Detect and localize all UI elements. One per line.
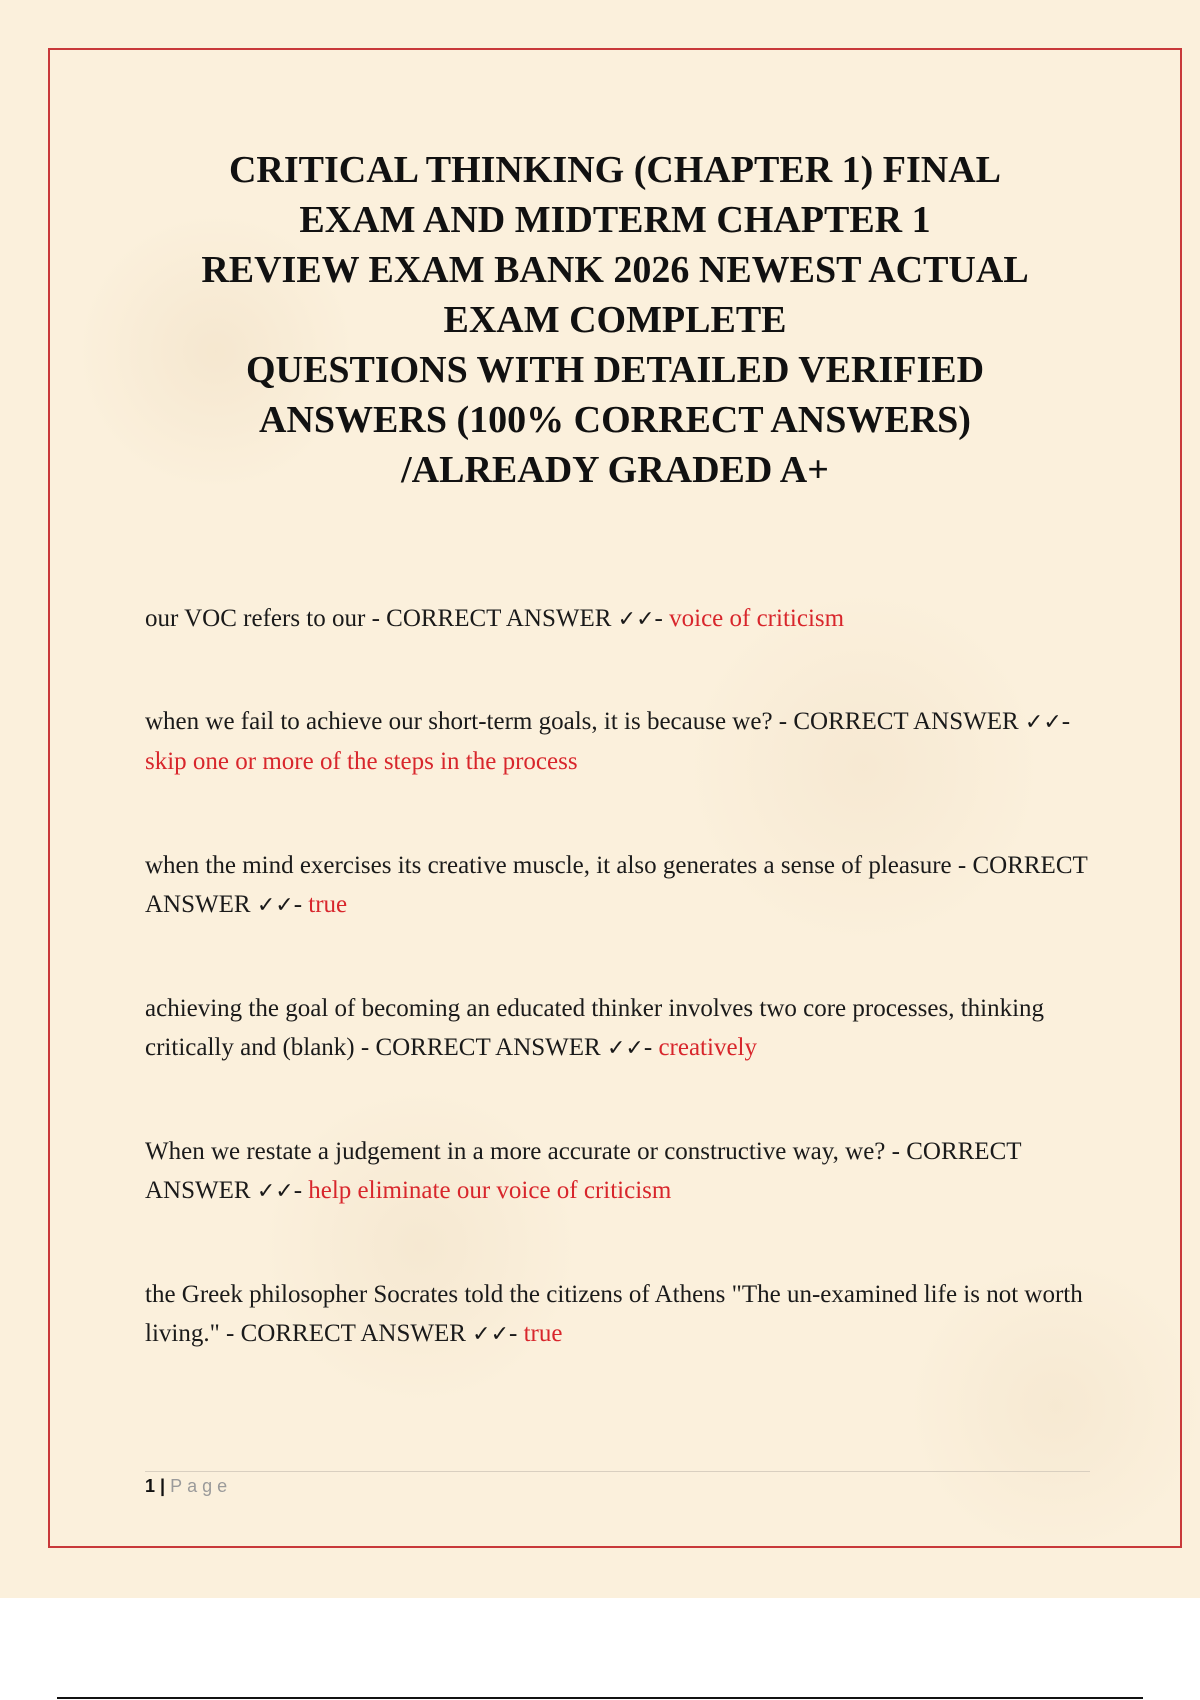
page-footer [145,1475,232,1497]
answer-text: voice of criticism [669,605,845,632]
double-check-icon: ✓✓ [606,1036,644,1061]
question-text: when the mind exercises its creative muscle, it also generates a sense of pleasure - CORRECT ANSWER [145,852,1088,918]
question-text: our VOC refers to our - CORRECT ANSWER [145,605,618,632]
qa-item [145,1132,1090,1211]
page-label: Page [170,1476,233,1496]
answer-separator: - [643,1034,659,1061]
double-check-icon: ✓✓ [256,893,294,918]
footer-divider [145,1471,1090,1472]
title-line: QUESTIONS WITH DETAILED VERIFIED [245,349,985,391]
answer-text: skip one or more of the steps in the process [145,748,578,775]
page-number: 1 [145,1476,156,1496]
answer-separator: - [293,891,309,918]
question-text: the Greek philosopher Socrates told the citizens of Athens "The un-examined life is not worth living." - CORRECT ANSWER [145,1281,1083,1347]
double-check-icon: ✓✓ [256,1179,294,1204]
double-check-icon: ✓✓ [617,607,655,632]
title-line: /ALREADY GRADED A+ [401,449,829,491]
qa-item [145,599,1090,639]
double-check-icon: ✓✓ [1024,710,1062,735]
title-line: REVIEW EXAM BANK 2026 NEWEST ACTUAL [201,249,1029,291]
answer-text: creatively [658,1034,757,1061]
title-line: EXAM COMPLETE [443,299,787,341]
question-text: when we fail to achieve our short-term goals, it is because we? - CORRECT ANSWER [145,708,1025,735]
answer-separator: - [1061,708,1071,735]
qa-item [145,846,1090,925]
answer-text: true [523,1320,563,1347]
double-check-icon: ✓✓ [472,1322,510,1347]
question-text: achieving the goal of becoming an educated thinker involves two core processes, thinking critically and (blank) - CORRECT ANSWER [145,995,1045,1061]
answer-separator: - [509,1320,524,1347]
qa-item [145,989,1090,1068]
bottom-divider [57,1697,1143,1699]
document-title [140,145,1090,495]
title-line: ANSWERS (100% CORRECT ANSWERS) [259,399,971,441]
answer-separator: - [654,605,670,632]
title-line: EXAM AND MIDTERM CHAPTER 1 [299,199,931,241]
title-line: CRITICAL THINKING (CHAPTER 1) FINAL [228,149,1002,191]
answer-separator: - [293,1177,309,1204]
question-text: When we restate a judgement in a more accurate or constructive way, we? - CORRECT ANSWER [145,1138,1022,1204]
answer-text: help eliminate our voice of criticism [308,1177,672,1204]
footer-separator: | [155,1476,171,1496]
answer-text: true [308,891,348,918]
qa-item [145,1275,1090,1354]
qa-item [145,702,1090,781]
